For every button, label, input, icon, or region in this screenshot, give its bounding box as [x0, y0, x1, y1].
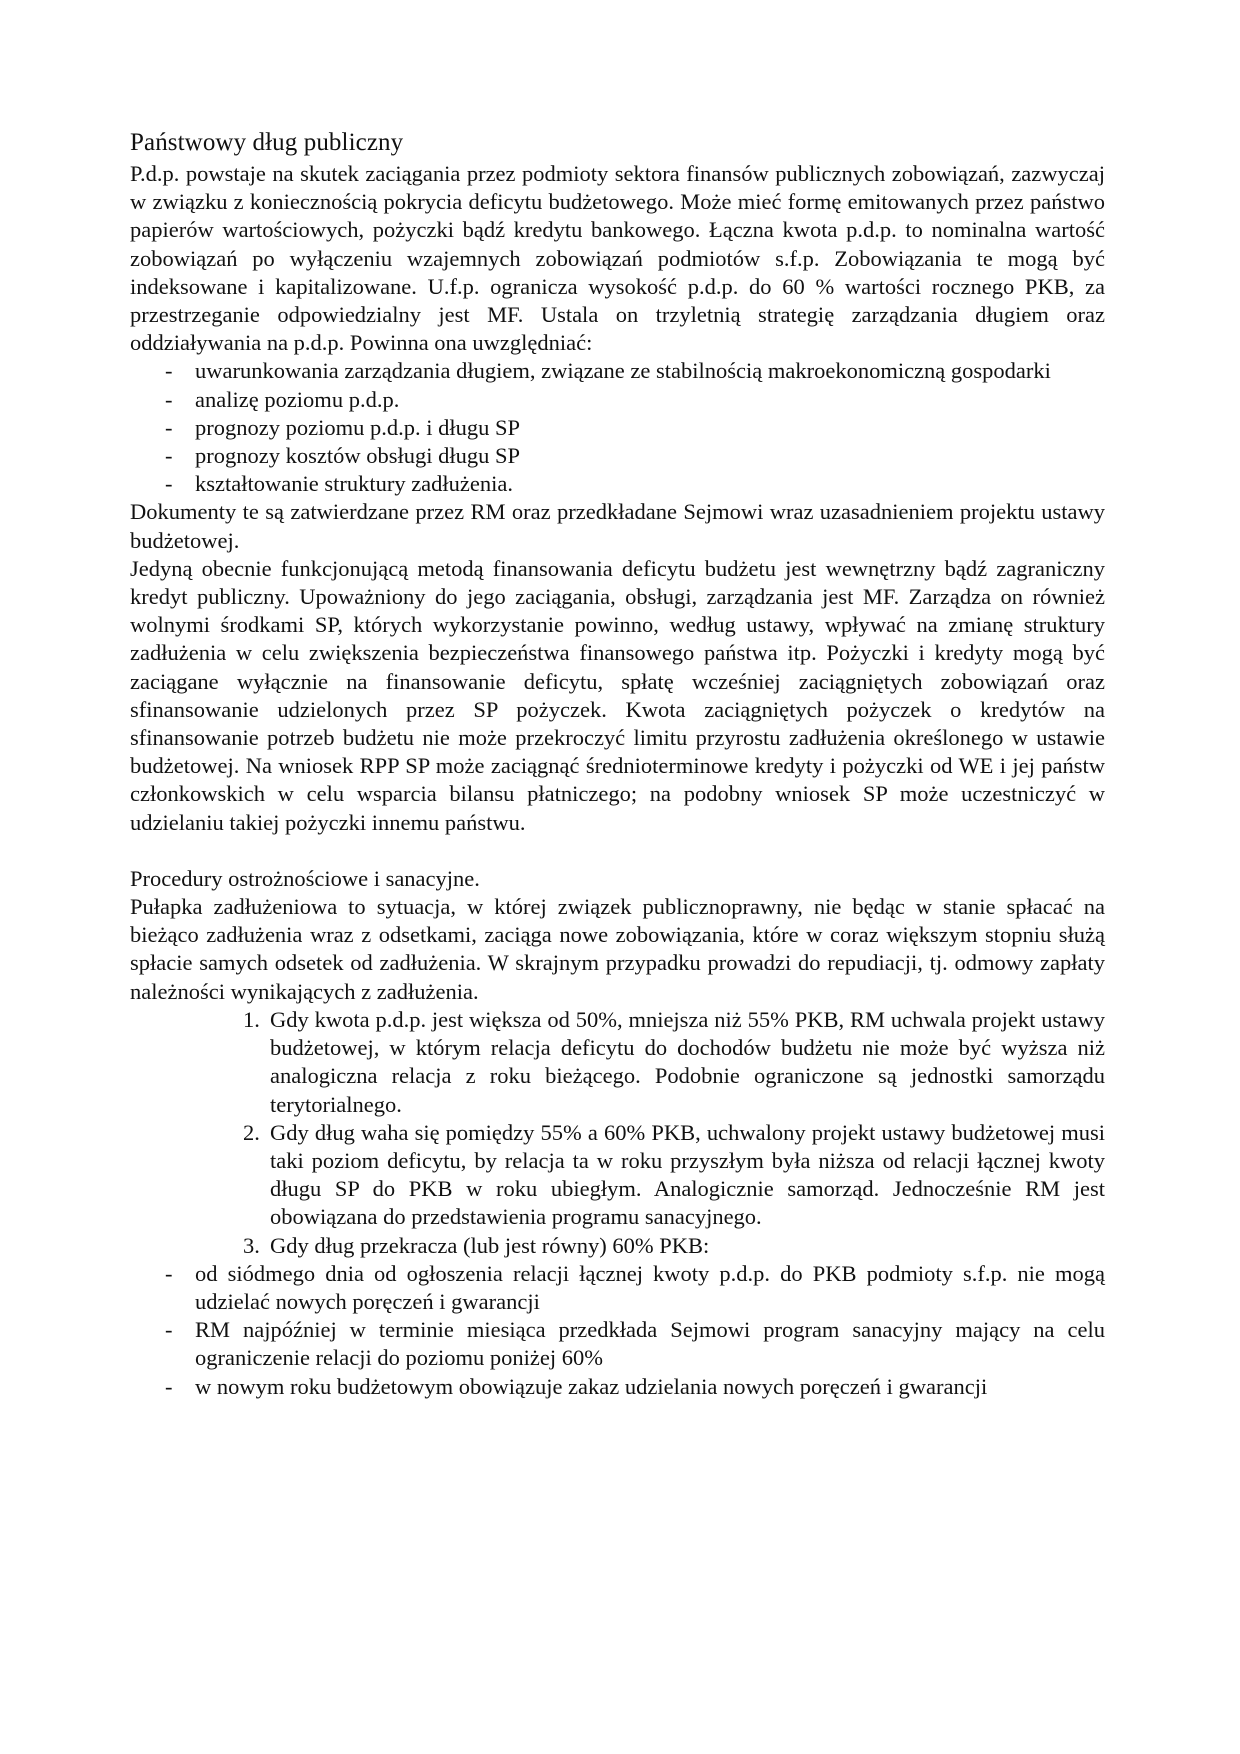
list-item-text: Gdy kwota p.d.p. jest większa od 50%, mniejsza niż 55% PKB, RM uchwala projekt ustawy budżetowej, w którym relacja deficytu do dochodów budżetu nie może być wyższa niż analogiczna relacja z roku bieżącego. Podobnie ograniczone są jednostki samorządu terytorialnego.	[270, 1006, 1105, 1117]
paragraph-spacer	[130, 837, 1105, 865]
list-item: - prognozy poziomu p.d.p. i długu SP	[130, 414, 1105, 442]
list-item: - RM najpóźniej w terminie miesiąca przedkłada Sejmowi program sanacyjny mający na celu ograniczenie relacji do poziomu poniżej 60%	[130, 1316, 1105, 1372]
list-item: - analizę poziomu p.d.p.	[130, 386, 1105, 414]
list-item: - uwarunkowania zarządzania długiem, związane ze stabilnością makroekonomiczną gospodarki	[130, 357, 1105, 385]
list-marker: 3.	[243, 1232, 260, 1258]
procedures-numbered-list	[130, 1006, 1105, 1260]
section-heading-procedures: Procedury ostrożnościowe i sanacyjne.	[130, 865, 480, 891]
numbered-list-item	[130, 1119, 1105, 1232]
strategy-list	[130, 357, 1105, 498]
page-title: Państwowy dług publiczny	[130, 129, 404, 156]
numbered-list-item	[130, 1006, 1105, 1119]
final-conditions-list	[130, 1260, 1105, 1401]
list-item: - w nowym roku budżetowym obowiązuje zakaz udzielania nowych poręczeń i gwarancji	[130, 1373, 1105, 1401]
paragraph-debt-trap: Pułapka zadłużeniowa to sytuacja, w której związek publicznoprawny, nie będąc w stanie spłacać na bieżąco zadłużenia wraz z odsetkami, zaciąga nowe zobowiązania, które w coraz większym stopniu służą spłacie samych odsetek od zadłużenia. W skrajnym przypadku prowadzi do repudiacji, tj. odmowy zapłaty należności wynikających z zadłużenia.	[130, 894, 1105, 1004]
paragraph-intro: P.d.p. powstaje na skutek zaciągania przez podmioty sektora finansów publicznych zobowiązań, zazwyczaj w związku z koniecznością pokrycia deficytu budżetowego. Może mieć formę emitowanych przez państwo papierów wartościowych, pożyczki bądź kredytu bankowego. Łączna kwota p.d.p. to nominalna wartość zobowiązań po wyłączeniu wzajemnych zobowiązań podmiotów s.f.p. Zobowiązania te mogą być indeksowane i kapitalizowane. U.f.p. ogranicza wysokość p.d.p. do 60 % wartości rocznego PKB, za przestrzeganie odpowiedzialny jest MF. Ustala on trzyletnią strategię zarządzania długiem oraz oddziaływania na p.d.p. Powinna ona uwzględniać:	[130, 161, 1105, 356]
list-marker: 2.	[243, 1119, 260, 1145]
list-item: - od siódmego dnia od ogłoszenia relacji łącznej kwoty p.d.p. do PKB podmioty s.f.p. nie mogą udzielać nowych poręczeń i gwarancji	[130, 1260, 1105, 1316]
list-item: - kształtowanie struktury zadłużenia.	[130, 470, 1105, 498]
list-item-text: Gdy dług przekracza (lub jest równy) 60% PKB:	[270, 1232, 710, 1258]
numbered-list-item	[130, 1232, 1105, 1260]
document-content	[130, 128, 1105, 1401]
paragraph-after-list: Dokumenty te są zatwierdzane przez RM oraz przedkładane Sejmowi wraz uzasadnieniem projektu ustawy budżetowej.	[130, 499, 1105, 553]
paragraph-financing: Jedyną obecnie funkcjonującą metodą finansowania deficytu budżetu jest wewnętrzny bądź zagraniczny kredyt publiczny. Upoważniony do jego zaciągania, obsługi, zarządzania jest MF. Zarządza on również wolnymi środkami SP, których wykorzystanie powinno, według ustawy, wpływać na zmianę struktury zadłużenia w celu zwiększenia bezpieczeństwa finansowego państwa itp. Pożyczki i kredyty mogą być zaciągane wyłącznie na finansowanie deficytu, spłatę wcześniej zaciągniętych zobowiązań oraz sfinansowanie udzielonych przez SP pożyczek. Kwota zaciągniętych pożyczek o kredytów na sfinansowanie potrzeb budżetu nie może przekroczyć limitu przyrostu zadłużenia określonego w ustawie budżetowej. Na wniosek RPP SP może zaciągnąć średnioterminowe kredyty i pożyczki od WE i jej państw członkowskich w celu wsparcia bilansu płatniczego; na podobny wniosek SP może uczestniczyć w udzielaniu takiej pożyczki innemu państwu.	[130, 555, 1105, 835]
list-item: - prognozy kosztów obsługi długu SP	[130, 442, 1105, 470]
list-item-text: Gdy dług waha się pomiędzy 55% a 60% PKB, uchwalony projekt ustawy budżetowej musi taki poziom deficytu, by relacja ta w roku przyszłym była niższa od relacji łącznej kwoty długu SP do PKB w roku ubiegłym. Analogicznie samorząd. Jednocześnie RM jest obowiązana do przedstawienia programu sanacyjnego.	[270, 1119, 1105, 1230]
list-marker: 1.	[243, 1006, 260, 1032]
